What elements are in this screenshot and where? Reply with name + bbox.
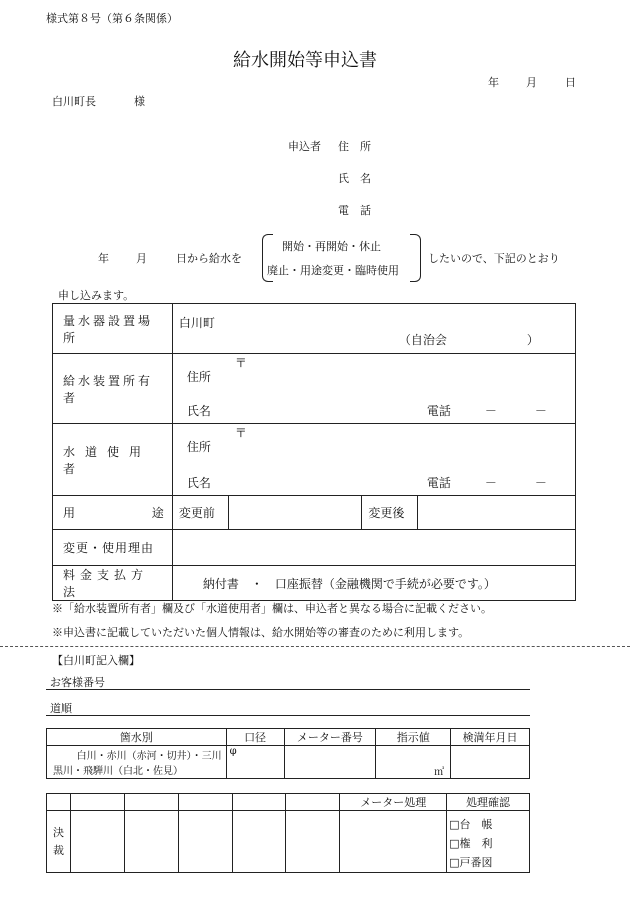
owner-postal-mark: 〒 bbox=[234, 356, 247, 370]
approval-head-4 bbox=[232, 794, 286, 811]
meter-location-field[interactable] bbox=[172, 304, 575, 354]
applicant-phone-label: 電 話 bbox=[338, 204, 371, 217]
office-divider bbox=[0, 646, 630, 647]
approval-stamp-3[interactable] bbox=[178, 811, 232, 873]
request-options-line2: 廃止・用途変更・臨時使用 bbox=[267, 264, 399, 277]
user-phone-label: 電話 bbox=[426, 476, 451, 490]
request-suffix: したいので、下記のとおり bbox=[428, 252, 560, 265]
col-diameter: 口径 bbox=[226, 729, 284, 746]
approval-head-1 bbox=[70, 794, 124, 811]
meter-location-label: 量水器設置場所 bbox=[53, 304, 173, 354]
usage-before-field[interactable] bbox=[228, 496, 362, 530]
page-title: 給水開始等申込書 bbox=[233, 50, 377, 71]
applicant-label: 申込者 bbox=[288, 140, 321, 153]
row-payment bbox=[53, 566, 576, 601]
approval-stamp-2[interactable] bbox=[124, 811, 178, 873]
meter-location-assoc-close: ） bbox=[526, 333, 539, 347]
route-line[interactable] bbox=[46, 715, 530, 716]
row-owner bbox=[53, 354, 576, 424]
approval-stamp-5[interactable] bbox=[286, 811, 340, 873]
row-user bbox=[53, 424, 576, 496]
applicant-name-label: 氏 名 bbox=[338, 172, 371, 185]
meter-table bbox=[46, 728, 530, 779]
office-heading: 【白川町記入欄】 bbox=[52, 654, 140, 667]
usage-after-label: 変更後 bbox=[362, 496, 418, 530]
date-month: 月 bbox=[526, 76, 537, 89]
row-reason bbox=[53, 530, 576, 566]
approval-head-2 bbox=[124, 794, 178, 811]
usage-after-field[interactable] bbox=[418, 496, 576, 530]
check-house-map[interactable]: □戸番図 bbox=[449, 856, 493, 869]
m3-unit: ㎥ bbox=[434, 767, 445, 778]
approval-stamp-1[interactable] bbox=[70, 811, 124, 873]
request-continuation: 申し込みます。 bbox=[58, 289, 135, 302]
customer-number-label: お客様番号 bbox=[50, 676, 105, 689]
check-ledger[interactable]: □台 帳 bbox=[449, 818, 493, 831]
application-table bbox=[52, 303, 576, 601]
addressee: 白川町長 bbox=[52, 95, 96, 108]
owner-phone-dash2: － bbox=[534, 404, 547, 418]
payment-options[interactable]: 納付書 ・ 口座振替（金融機関で手続が必要です。） bbox=[172, 566, 575, 601]
processing-confirm-header: 処理確認 bbox=[447, 794, 530, 811]
phi-symbol: φ bbox=[229, 746, 237, 757]
bracket-right bbox=[410, 234, 421, 282]
reading-field[interactable] bbox=[376, 746, 451, 779]
decision-label: 決裁 bbox=[47, 811, 71, 873]
owner-phone-label: 電話 bbox=[426, 404, 451, 418]
approval-table bbox=[46, 793, 530, 873]
owner-label: 給水装置所有者 bbox=[53, 354, 173, 424]
row-meter-location bbox=[53, 304, 576, 354]
row-usage bbox=[53, 496, 576, 530]
request-month: 月 bbox=[136, 252, 147, 265]
check-rights[interactable]: □権 利 bbox=[449, 837, 493, 850]
owner-address-label: 住所 bbox=[186, 370, 211, 384]
expiry-field[interactable] bbox=[451, 746, 530, 779]
processing-confirm-checklist bbox=[447, 811, 530, 873]
request-from-text: 日から給水を bbox=[176, 252, 242, 265]
customer-number-line[interactable] bbox=[46, 689, 530, 690]
col-reading: 指示値 bbox=[376, 729, 451, 746]
diameter-field[interactable] bbox=[226, 746, 284, 779]
approval-head-5 bbox=[286, 794, 340, 811]
approval-head-3 bbox=[178, 794, 232, 811]
approval-stamp-4[interactable] bbox=[232, 811, 286, 873]
payment-label: 料金支払方法 bbox=[53, 566, 173, 601]
user-postal-mark: 〒 bbox=[234, 426, 247, 440]
user-phone-dash1: － bbox=[484, 476, 497, 490]
district-options[interactable]: 白川・赤川（赤河・切井）・三川 黒川・飛騨川（白北・佐見） bbox=[47, 746, 227, 779]
user-address-label: 住所 bbox=[186, 440, 211, 454]
request-options-line1: 開始・再開始・休止 bbox=[282, 240, 381, 253]
owner-phone-dash1: － bbox=[484, 404, 497, 418]
reason-label: 変更・使用理由 bbox=[53, 530, 173, 566]
form-number: 様式第８号（第６条関係） bbox=[46, 12, 178, 25]
meter-number-field[interactable] bbox=[284, 746, 376, 779]
user-field[interactable] bbox=[172, 424, 575, 496]
col-meter-number: メーター番号 bbox=[284, 729, 376, 746]
honorific: 様 bbox=[134, 95, 145, 108]
request-year: 年 bbox=[98, 252, 109, 265]
reason-field[interactable] bbox=[172, 530, 575, 566]
col-district: 箇水別 bbox=[47, 729, 227, 746]
date-day: 日 bbox=[565, 76, 576, 89]
route-label: 道順 bbox=[50, 702, 72, 715]
meter-processing-field[interactable] bbox=[340, 811, 447, 873]
meter-processing-header: メーター処理 bbox=[340, 794, 447, 811]
meter-location-assoc: （自治会 bbox=[398, 333, 447, 347]
user-label: 水道使用者 bbox=[53, 424, 173, 496]
date-year: 年 bbox=[488, 76, 499, 89]
user-phone-dash2: － bbox=[534, 476, 547, 490]
col-expiry: 検満年月日 bbox=[451, 729, 530, 746]
owner-name-label: 氏名 bbox=[186, 404, 211, 418]
note-2: ※申込書に記載していただいた個人情報は、給水開始等の審査のために利用します。 bbox=[52, 626, 470, 639]
applicant-address-label: 住 所 bbox=[338, 140, 371, 153]
usage-before-label: 変更前 bbox=[172, 496, 228, 530]
owner-field[interactable] bbox=[172, 354, 575, 424]
note-1: ※「給水装置所有者」欄及び「水道使用者」欄は、申込者と異なる場合に記載ください。 bbox=[52, 602, 492, 615]
user-name-label: 氏名 bbox=[186, 476, 211, 490]
approval-head-blank bbox=[47, 794, 71, 811]
meter-location-town: 白川町 bbox=[178, 316, 215, 330]
usage-label: 用 途 bbox=[53, 496, 173, 530]
